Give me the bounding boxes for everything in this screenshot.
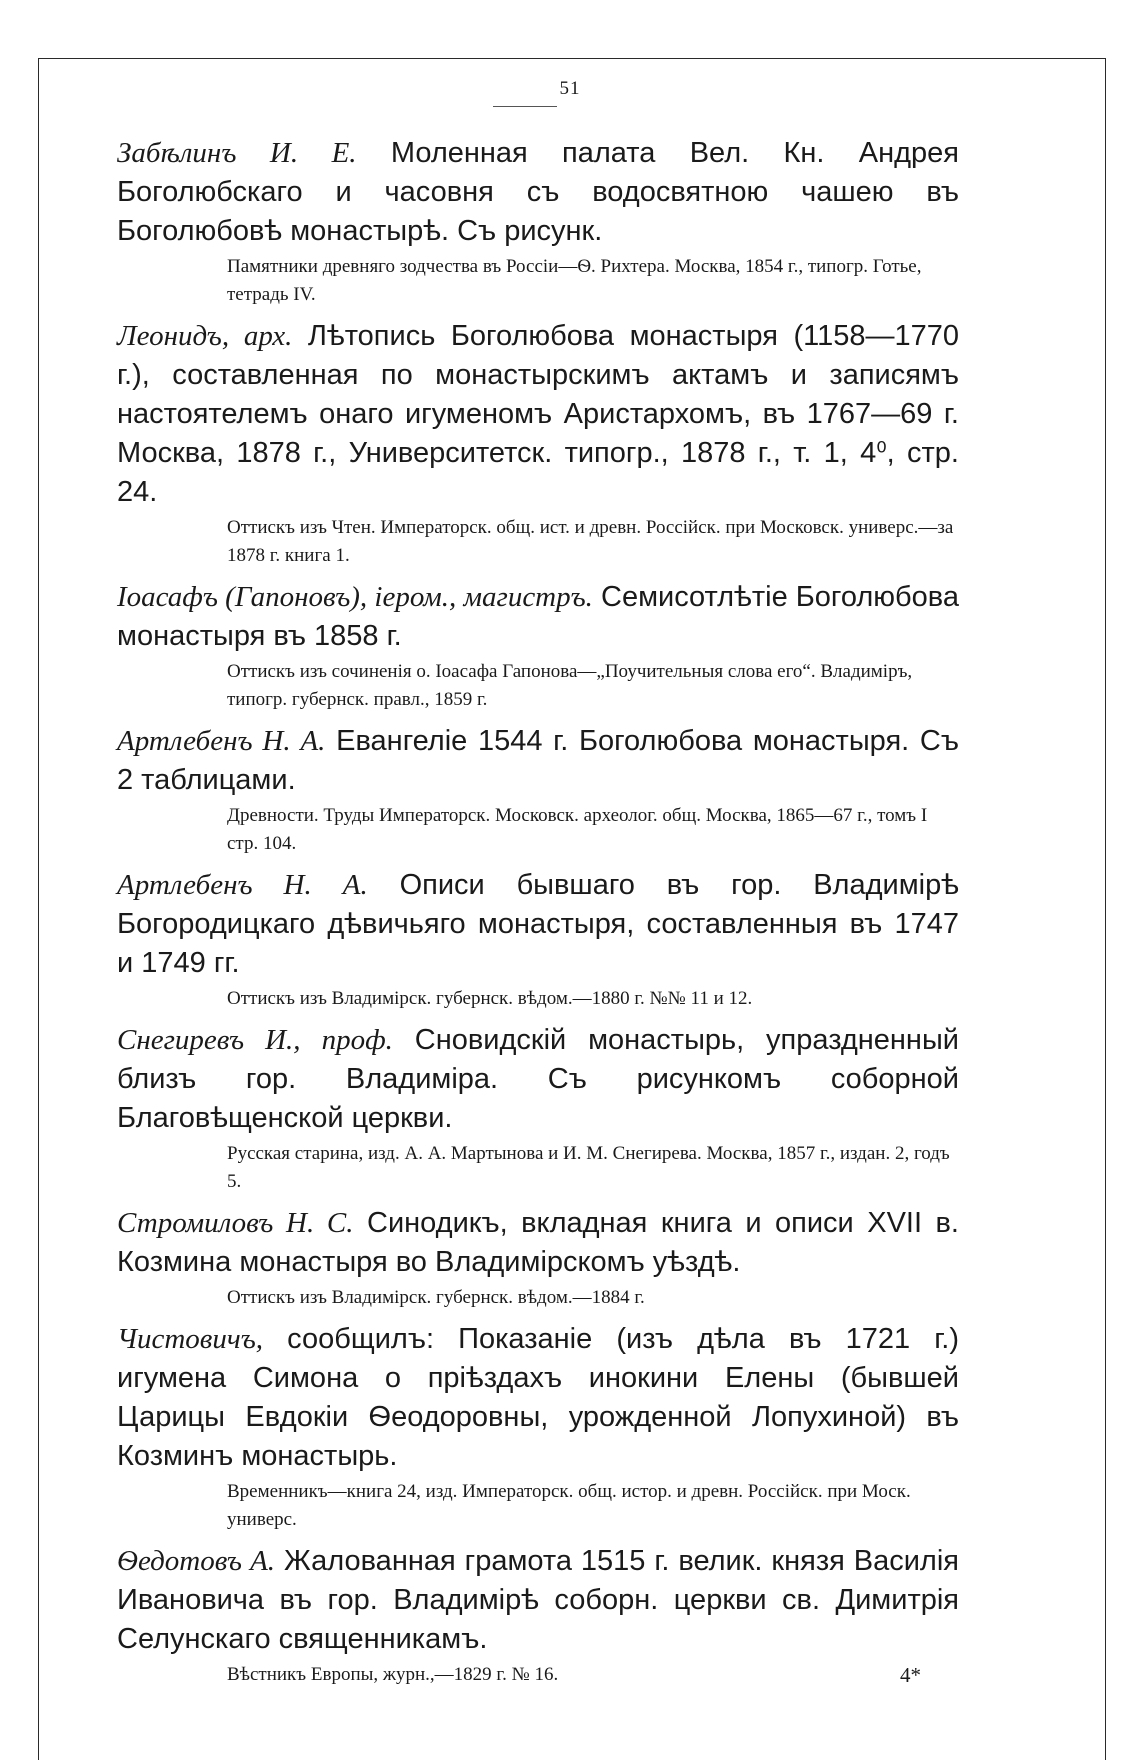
entry-note: Русская старина, изд. А. А. Мартынова и И. М. Снегирева. Москва, 1857 г., издан. 2, годъ 5. bbox=[227, 1143, 950, 1192]
entry-main bbox=[117, 1320, 959, 1476]
signature-mark: 4* bbox=[900, 1663, 921, 1687]
entry-title: Синодикъ, вкладная книга и описи XVII в. Козмина монастыря во Владимірскомъ уѣздѣ. bbox=[117, 1207, 959, 1278]
entry-main bbox=[117, 317, 959, 512]
entry-note: Оттискъ изъ Владимірск. губернск. вѣдом.—1880 г. №№ 11 и 12. bbox=[227, 988, 753, 1009]
entry-main bbox=[117, 1021, 959, 1138]
entry-author: Артлебенъ Н. А. bbox=[117, 869, 368, 901]
bibliography-entry bbox=[117, 1542, 959, 1689]
entry-title: Евангеліе 1544 г. Боголюбова монастыря. Съ 2 таблицами. bbox=[117, 725, 959, 796]
entry-title: Сновидскій монастырь, упраздненный близъ гор. Владиміра. Съ рисункомъ соборной Благовѣщенской церкви. bbox=[117, 1024, 959, 1134]
entry-main bbox=[117, 722, 959, 800]
entry-note: Временникъ—книга 24, изд. Императорск. общ. истор. и древн. Россійск. при Моск. универс. bbox=[227, 1481, 911, 1530]
entry-note: Вѣстникъ Европы, журн.,—1829 г. № 16. bbox=[227, 1664, 559, 1685]
bibliography-list bbox=[117, 134, 959, 1697]
entry-note: Оттискъ изъ Чтен. Императорск. общ. ист. и древн. Россійск. при Московск. универс.—за 1878 г. книга 1. bbox=[227, 517, 954, 566]
entry-main bbox=[117, 1542, 959, 1659]
bibliography-entry bbox=[117, 1320, 959, 1534]
entry-author: Артлебенъ Н. А. bbox=[117, 725, 326, 757]
entry-title: Жалованная грамота 1515 г. велик. князя Василія Ивановича въ гор. Владимірѣ соборн. церкви св. Димитрія Селунскаго священникамъ. bbox=[117, 1545, 959, 1655]
entry-main bbox=[117, 134, 959, 251]
entry-main bbox=[117, 866, 959, 983]
entry-main bbox=[117, 1204, 959, 1282]
page-number-rule bbox=[493, 106, 557, 107]
entry-title: Семисотлѣтіе Боголюбова монастыря въ 1858 г. bbox=[117, 581, 959, 652]
entry-note: Оттискъ изъ сочиненія о. Іоасафа Гапонова—„Поучительныя слова его“. Владиміръ, типогр. губернск. правл., 1859 г. bbox=[227, 661, 913, 710]
entry-author: Снегиревъ И., проф. bbox=[117, 1024, 393, 1056]
entry-title: сообщилъ: Показаніе (изъ дѣла въ 1721 г.) игумена Симона о пріѣздахъ инокини Елены (бывшей Царицы Евдокіи Ѳеодоровны, урожденной Лопухиной) въ Козминъ монастырь. bbox=[117, 1323, 960, 1472]
entry-main bbox=[117, 578, 959, 656]
bibliography-entry bbox=[117, 722, 959, 858]
bibliography-entry bbox=[117, 578, 959, 714]
page-number: 51 bbox=[559, 78, 581, 99]
bibliography-entry bbox=[117, 1021, 959, 1196]
entry-author: Чистовичъ, bbox=[117, 1323, 264, 1355]
bibliography-entry bbox=[117, 866, 959, 1013]
bibliography-entry bbox=[117, 317, 959, 570]
entry-author: Леонидъ, арх. bbox=[117, 320, 293, 352]
entry-note: Древности. Труды Императорск. Московск. археолог. общ. Москва, 1865—67 г., томъ I стр. 104. bbox=[227, 805, 928, 854]
entry-title: Лѣтопись Боголюбова монастыря (1158—1770 г.), составленная по монастырскимъ актамъ и записямъ настоятелемъ онаго игуменомъ Аристархомъ, въ 1767—69 г. Москва, 1878 г., Университетск. типогр., 1878 г., т. 1, 4⁰, стр. 24. bbox=[117, 320, 960, 508]
entry-author: Забѣлинъ И. Е. bbox=[117, 137, 357, 169]
entry-title: Моленная палата Вел. Кн. Андрея Боголюбскаго и часовня съ водосвятною чашею въ Боголюбовѣ монастырѣ. Съ рисунк. bbox=[117, 137, 960, 247]
entry-author: Ѳедотовъ А. bbox=[117, 1545, 276, 1577]
entry-author: Стромиловъ Н. С. bbox=[117, 1207, 354, 1239]
entry-author: Іоасафъ (Гапоновъ), іером., магистръ. bbox=[117, 581, 593, 613]
entry-note: Оттискъ изъ Владимірск. губернск. вѣдом.—1884 г. bbox=[227, 1287, 645, 1308]
entry-note: Памятники древняго зодчества въ Россіи—Ѳ. Рихтера. Москва, 1854 г., типогр. Готье, тетрадь IV. bbox=[227, 256, 922, 305]
entry-title: Описи бывшаго въ гор. Владимірѣ Богородицкаго дѣвичьяго монастыря, составленныя въ 1747 и 1749 гг. bbox=[117, 869, 960, 979]
bibliography-entry bbox=[117, 1204, 959, 1312]
bibliography-entry bbox=[117, 134, 959, 309]
